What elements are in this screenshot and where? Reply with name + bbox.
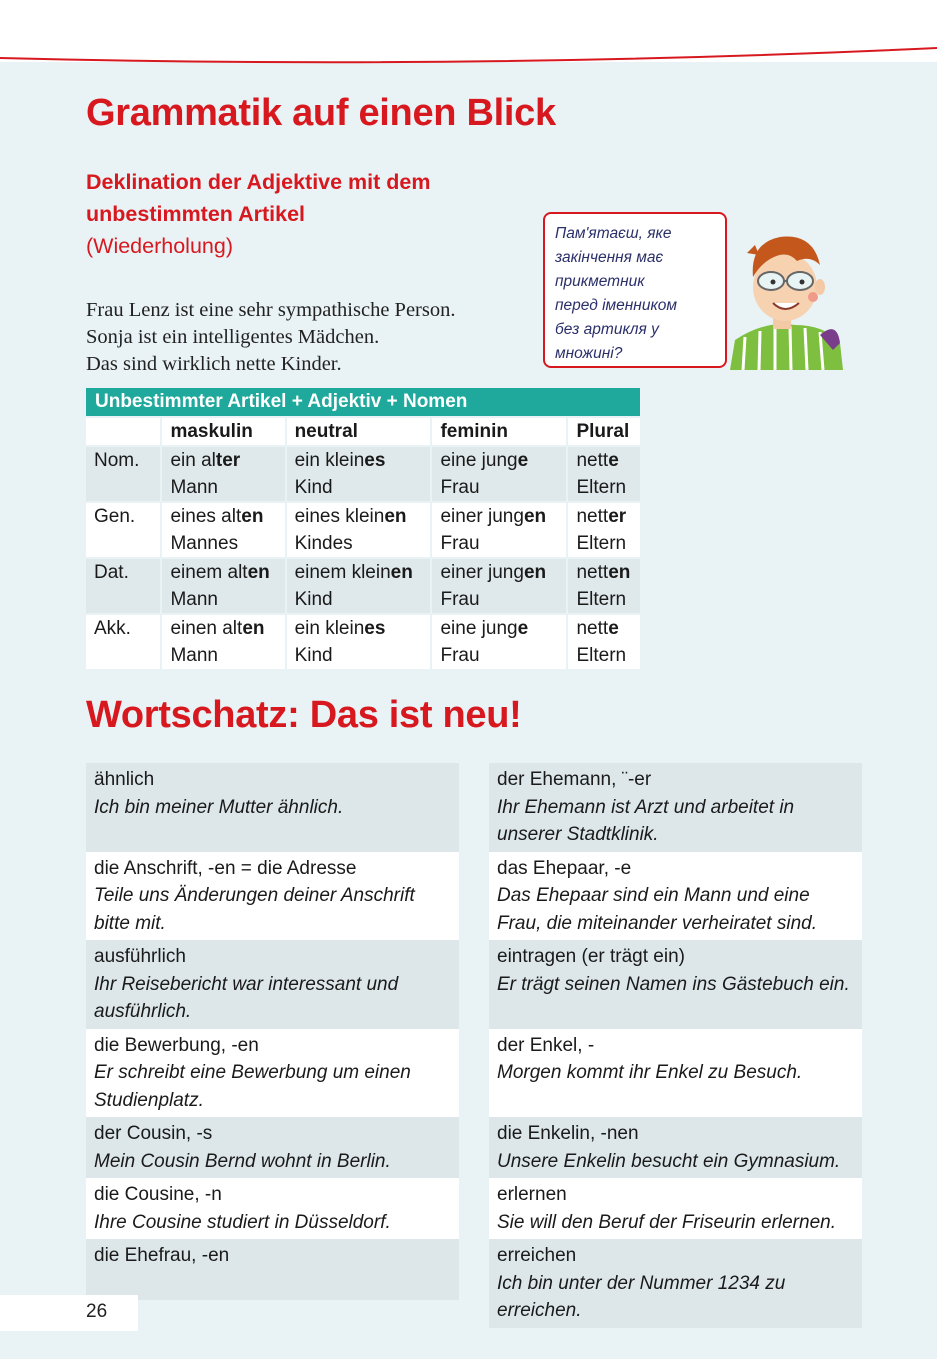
column-header: maskulin (162, 418, 284, 445)
table-cell (162, 559, 284, 613)
boy-illustration (725, 225, 845, 370)
vocab-column-left (86, 763, 459, 1300)
vocab-example: Teile uns Änderungen deiner Anschrift bitte mit. (94, 885, 415, 934)
adjective-stem: ein klein (294, 450, 365, 471)
vocab-word: der Enkel, - (497, 1034, 595, 1056)
table-cell (568, 559, 640, 613)
speech-line: множині? (555, 345, 623, 362)
vocab-entry (489, 1178, 862, 1239)
column-header: Plural (568, 418, 640, 445)
noun: Mann (170, 477, 218, 498)
case-label: Dat. (86, 559, 160, 613)
speech-line: Пам'ятаєш, яке (555, 225, 672, 242)
page-title: Grammatik auf einen Blick (86, 92, 556, 134)
adjective-ending: er (608, 506, 627, 527)
adjective-phrase (295, 615, 431, 642)
noun: Eltern (576, 645, 627, 666)
vocab-example: Ihre Cousine studiert in Düsseldorf. (94, 1211, 391, 1233)
adjective-ending: en (247, 562, 270, 583)
subheading-line-2: unbestimmten Artikel (86, 202, 306, 226)
table-cell (432, 559, 566, 613)
noun: Mann (170, 645, 218, 666)
adjective-phrase (170, 447, 284, 474)
noun: Mannes (170, 533, 239, 554)
page-number: 26 (86, 1301, 108, 1322)
speech-line: перед іменником (555, 297, 678, 314)
adjective-phrase (440, 503, 566, 530)
table-cell (568, 447, 640, 501)
adjective-ending: en (523, 506, 547, 527)
table-title: Unbestimmter Artikel + Adjektiv + Nomen (86, 388, 640, 416)
vocab-word: die Anschrift, -en = die Adresse (94, 857, 357, 879)
vocab-word: das Ehepaar, -e (497, 857, 632, 879)
vocab-example: Mein Cousin Bernd wohnt in Berlin. (94, 1150, 391, 1172)
declension-table (86, 388, 640, 669)
noun: Frau (440, 533, 480, 554)
adjective-stem: einem alt (170, 562, 248, 583)
subheading-line-1: Deklination der Adjektive mit dem (86, 170, 431, 194)
vocab-entry (86, 1117, 459, 1178)
adjective-stem: einem klein (294, 562, 391, 583)
adjective-stem: ein klein (294, 618, 365, 639)
vocab-word: erlernen (497, 1184, 567, 1205)
table-row (86, 447, 640, 501)
speech-bubble (543, 212, 727, 368)
vocab-column-right (489, 763, 862, 1328)
noun: Frau (440, 645, 480, 666)
adjective-ending: ter (215, 450, 241, 471)
adjective-stem: eine jung (440, 618, 518, 639)
table-cell (432, 503, 566, 557)
vocab-entry (86, 852, 459, 941)
vocab-example: Ich bin unter der Nummer 1234 zu erreichen. (497, 1272, 786, 1321)
adjective-ending: e (517, 450, 529, 471)
noun: Kindes (294, 533, 353, 554)
vocab-word: die Enkelin, -nen (497, 1123, 639, 1144)
adjective-phrase (576, 503, 640, 530)
page-number-box (0, 1295, 138, 1331)
adjective-stem: ein al (170, 450, 216, 471)
adjective-phrase (295, 503, 431, 530)
table-cell (287, 447, 431, 501)
adjective-phrase (295, 559, 431, 586)
noun: Frau (440, 477, 480, 498)
adjective-stem: einer jung (440, 506, 524, 527)
adjective-ending: e (608, 450, 619, 471)
adjective-stem: eines alt (170, 506, 242, 527)
subheading-line-3: (Wiederholung) (86, 234, 233, 258)
adjective-phrase (440, 615, 566, 642)
adjective-ending: en (390, 562, 413, 583)
adjective-phrase (295, 447, 431, 474)
noun: Eltern (576, 477, 627, 498)
noun: Kind (294, 645, 333, 666)
speech-line: закінчення має (555, 249, 664, 266)
adjective-phrase (576, 447, 640, 474)
adjective-phrase (440, 559, 566, 586)
vocab-word: erreichen (497, 1245, 577, 1266)
vocab-word: ähnlich (94, 769, 155, 790)
vocab-example: Ihr Ehemann ist Arzt und arbeitet in unserer Stadtklinik. (497, 796, 795, 845)
adjective-phrase (170, 503, 284, 530)
vocab-example: Er trägt seinen Namen ins Gästebuch ein. (497, 973, 850, 995)
table-cell (287, 503, 431, 557)
noun: Frau (440, 589, 480, 610)
vocab-entry (86, 763, 459, 852)
case-label: Akk. (86, 615, 160, 669)
noun: Eltern (576, 589, 627, 610)
table-cell (568, 615, 640, 669)
table-row (86, 559, 640, 613)
case-label: Nom. (86, 447, 160, 501)
vocab-example: Das Ehepaar sind ein Mann und eine Frau, die miteinander verheiratet sind. (497, 885, 817, 934)
table-header-row (86, 418, 640, 445)
vocab-word: die Bewerbung, -en (94, 1034, 259, 1056)
table-row (86, 615, 640, 669)
adjective-stem: nett (576, 450, 609, 471)
adjective-ending: en (523, 562, 547, 583)
adjective-stem: einer jung (440, 562, 524, 583)
adjective-ending: e (517, 618, 529, 639)
noun: Mann (170, 589, 218, 610)
example-sentences (86, 297, 455, 378)
vocab-example: Er schreibt eine Bewerbung um einen Studienplatz. (94, 1062, 411, 1111)
example-sentence: Frau Lenz ist eine sehr sympathische Person. (86, 299, 456, 321)
vocab-entry (489, 1117, 862, 1178)
table-cell (287, 559, 431, 613)
vocab-example: Unsere Enkelin besucht ein Gymnasium. (497, 1150, 841, 1172)
column-header (86, 418, 160, 445)
adjective-ending: e (608, 618, 619, 639)
adjective-ending: es (364, 450, 386, 471)
case-label: Gen. (86, 503, 160, 557)
adjective-stem: nett (576, 562, 609, 583)
vocab-entry (86, 1029, 459, 1118)
noun: Kind (294, 589, 333, 610)
adjective-phrase (576, 615, 640, 642)
adjective-ending: en (242, 618, 265, 639)
vocab-example: Sie will den Beruf der Friseurin erlernen. (497, 1211, 836, 1233)
adjective-phrase (440, 447, 566, 474)
vocab-example: Ich bin meiner Mutter ähnlich. (94, 796, 344, 818)
adjective-stem: nett (576, 506, 609, 527)
adjective-ending: en (608, 562, 631, 583)
adjective-stem: einen alt (170, 618, 243, 639)
adjective-stem: nett (576, 618, 609, 639)
example-sentence: Sonja ist ein intelligentes Mädchen. (86, 326, 380, 348)
adjective-ending: es (364, 618, 386, 639)
vocab-example: Morgen kommt ihr Enkel zu Besuch. (497, 1062, 803, 1083)
noun: Kind (294, 477, 333, 498)
adjective-stem: eine jung (440, 450, 518, 471)
adjective-phrase (576, 559, 640, 586)
vocab-entry (489, 1029, 862, 1118)
table-cell (432, 615, 566, 669)
column-header: feminin (432, 418, 566, 445)
column-header: neutral (287, 418, 431, 445)
vocab-word: der Ehemann, ¨-er (497, 769, 652, 790)
vocab-word: eintragen (er trägt ein) (497, 946, 685, 967)
table-body (86, 447, 640, 669)
vocab-word: ausführlich (94, 946, 186, 967)
grammar-subheading (86, 166, 526, 262)
table-cell (162, 447, 284, 501)
adjective-phrase (170, 559, 284, 586)
table-cell (287, 615, 431, 669)
vocab-entry (489, 852, 862, 941)
table-cell (162, 503, 284, 557)
table-cell (162, 615, 284, 669)
table-cell (568, 503, 640, 557)
vocab-entry (489, 1239, 862, 1328)
speech-line: прикметник (555, 273, 645, 290)
table-cell (432, 447, 566, 501)
vocab-entry (489, 940, 862, 1029)
top-red-line (0, 40, 937, 80)
vocab-entry (489, 763, 862, 852)
vocab-title: Wortschatz: Das ist neu! (86, 694, 522, 736)
vocab-example: Ihr Reisebericht war interessant und ausführlich. (94, 973, 399, 1022)
vocab-word: der Cousin, -s (94, 1123, 213, 1144)
vocab-entry (86, 1178, 459, 1239)
adjective-ending: en (384, 506, 407, 527)
adjective-phrase (170, 615, 284, 642)
adjective-ending: en (241, 506, 264, 527)
speech-line: без артикля у (555, 321, 659, 338)
noun: Eltern (576, 533, 627, 554)
vocab-entry (86, 940, 459, 1029)
vocab-word: die Ehefrau, -en (94, 1245, 230, 1266)
table-row (86, 503, 640, 557)
example-sentence: Das sind wirklich nette Kinder. (86, 353, 342, 375)
vocab-word: die Cousine, -n (94, 1184, 222, 1205)
adjective-stem: eines klein (294, 506, 385, 527)
vocab-entry (86, 1239, 459, 1300)
